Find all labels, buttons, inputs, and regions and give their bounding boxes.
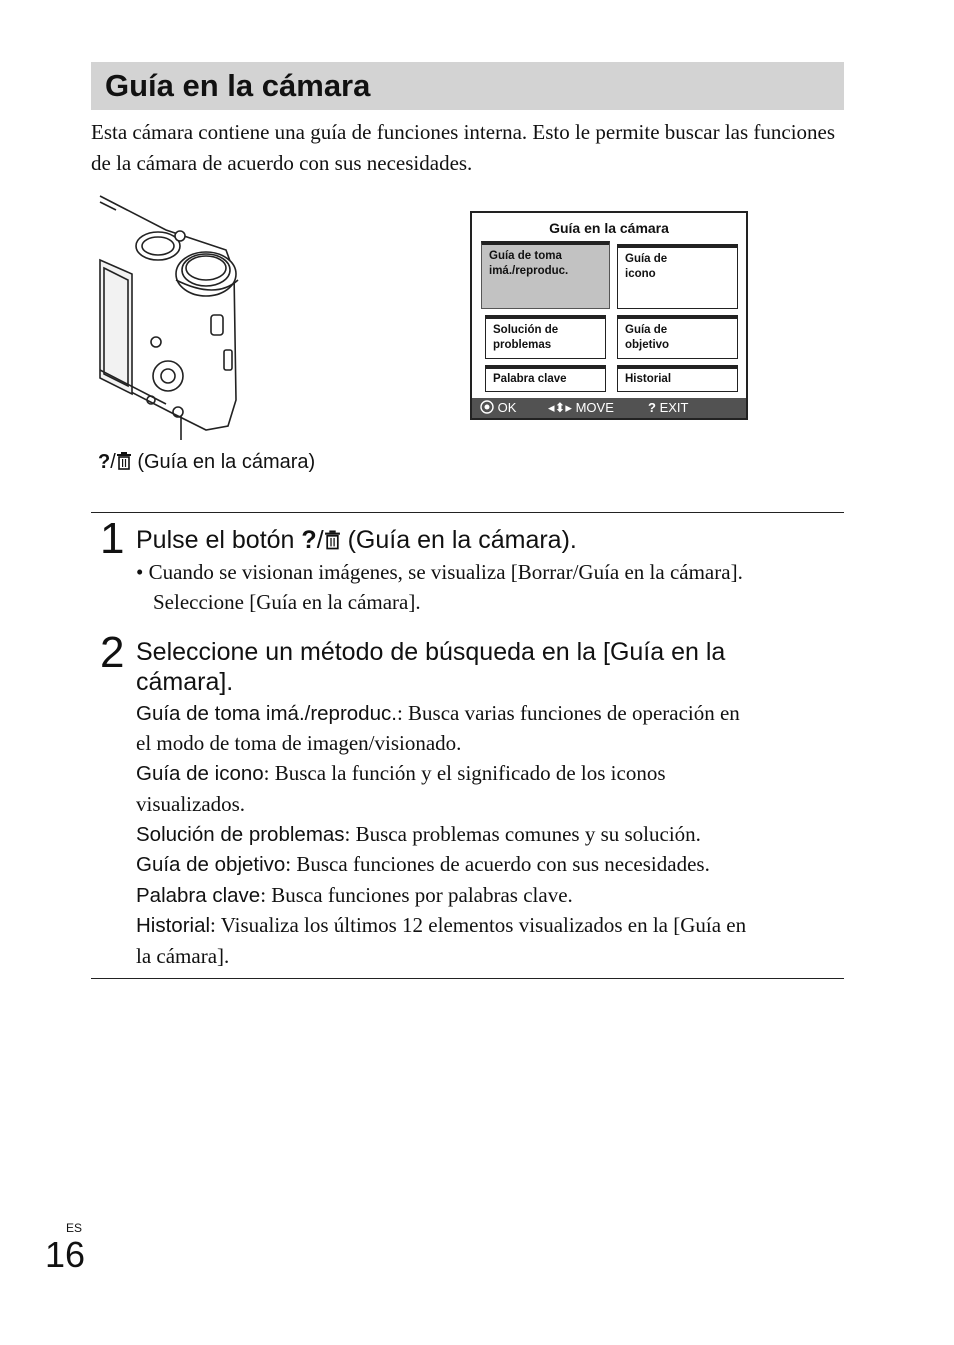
divider-top [91, 512, 844, 513]
step-2-heading-line2: cámara]. [136, 668, 234, 696]
button-line: Palabra clave [493, 373, 567, 385]
section-title: Guía en la cámara [105, 68, 371, 103]
item-desc: : Busca la función y el significado de los iconos [263, 761, 666, 785]
camera-button-label [98, 451, 315, 474]
slash-separator: / [110, 451, 116, 473]
slash-separator: / [316, 526, 324, 554]
footer-move-label: MOVE [575, 400, 614, 415]
item-term: Solución de problemas [136, 823, 345, 846]
list-item [136, 880, 573, 912]
divider-bottom [91, 978, 844, 979]
intro-paragraph: Esta cámara contiene una guía de funciones interna. Esto le permite buscar las funciones de la cámara de acuerdo con sus necesidades. [91, 120, 836, 175]
page-language: ES [66, 1221, 83, 1235]
footer-exit[interactable] [648, 400, 688, 415]
footer-move[interactable] [548, 400, 614, 416]
arrows-icon: ◂⬍▸ [548, 400, 572, 415]
list-item [136, 758, 666, 790]
screen-title: Guía en la cámara [549, 220, 669, 236]
screen-footer [472, 398, 746, 418]
item-desc-cont: el modo de toma de imagen/visionado. [136, 731, 462, 755]
item-desc: : Visualiza los últimos 12 elementos visualizados en la [Guía en [210, 913, 747, 937]
step-1-bullet-text: Cuando se visionan imágenes, se visualiza [Borrar/Guía en la cámara]. [148, 560, 743, 584]
step-2-heading-line1: Seleccione un método de búsqueda en la [Guía en la [136, 638, 726, 666]
button-line: Solución de [493, 324, 559, 336]
list-item [136, 849, 710, 881]
button-line: Guía de [625, 324, 668, 336]
footer-exit-label: EXIT [659, 400, 689, 415]
step-1-bullet-cont: Seleccione [Guía en la cámara]. [153, 590, 421, 614]
list-item [136, 819, 701, 851]
button-line: Historial [625, 373, 672, 385]
item-term: Guía de toma imá./reproduc. [136, 702, 397, 725]
help-icon: ? [301, 526, 317, 554]
list-item [136, 910, 746, 942]
button-line: Guía de [625, 253, 668, 265]
button-line: imá./reproduc. [489, 265, 569, 277]
section-title-bar [91, 62, 844, 110]
step-1-heading-text: Pulse el botón [136, 526, 295, 554]
guide-button-keyword[interactable] [485, 365, 606, 392]
camera-label-text: (Guía en la cámara) [137, 451, 316, 473]
guide-button-shooting[interactable] [481, 241, 610, 309]
step-1-bullet [136, 557, 743, 588]
camera-illustration [96, 190, 346, 440]
button-line: Guía de toma [489, 250, 562, 262]
trash-icon [116, 451, 132, 470]
item-term: Guía de objetivo [136, 853, 286, 876]
item-desc-cont: visualizados. [136, 792, 246, 816]
footer-ok[interactable] [480, 400, 516, 415]
step-2-number: 2 [100, 628, 125, 677]
item-desc-cont: la cámara]. [136, 944, 230, 968]
step-1-number: 1 [100, 514, 125, 563]
guide-screen [470, 211, 748, 420]
bullet-glyph: • [136, 560, 144, 584]
item-desc: : Busca funciones de acuerdo con sus necesidades. [285, 852, 710, 876]
guide-button-icon[interactable] [617, 244, 738, 309]
help-icon: ? [98, 451, 111, 473]
footer-ok-label: OK [497, 400, 517, 415]
item-desc: : Busca problemas comunes y su solución. [344, 822, 701, 846]
item-desc: : Busca funciones por palabras clave. [260, 883, 573, 907]
button-line: icono [625, 268, 656, 280]
button-line: problemas [493, 339, 552, 351]
guide-button-troubleshooting[interactable] [485, 315, 606, 359]
item-term: Palabra clave [136, 884, 261, 907]
trash-icon [324, 529, 341, 550]
list-item [136, 698, 740, 730]
help-icon: ? [648, 400, 656, 415]
item-desc: : Busca varias funciones de operación en [396, 701, 740, 725]
step-1-heading-text-2: (Guía en la cámara). [347, 526, 577, 554]
item-term: Historial [136, 914, 211, 937]
button-line: objetivo [625, 339, 670, 351]
guide-button-objective[interactable] [617, 315, 738, 359]
page-number: 16 [45, 1234, 86, 1275]
step-1-heading [136, 526, 577, 555]
dial-icon [480, 400, 494, 414]
item-term: Guía de icono [136, 762, 264, 785]
guide-button-history[interactable] [617, 365, 738, 392]
